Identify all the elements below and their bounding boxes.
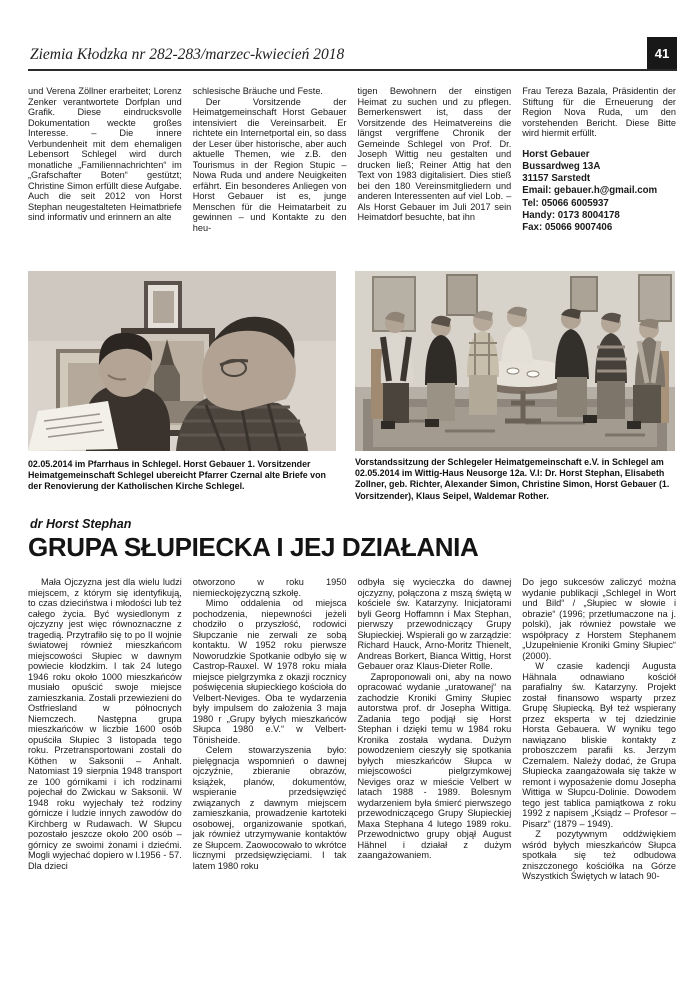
- photo-right-illustration: [355, 271, 675, 451]
- paragraph: Celem stowarzyszenia było: pielęgnacja wspomnień o dawnej ojczyźnie, zbieranie obrazów, książek, planów, dokumentów, wspieranie przedsięwzięć związanych z dawnym miejscem zamieszkania, prowadzenie kartoteki osobowej, organizowanie spotkań, jak również utrzymywanie kontaktów ze Słupcem. Zaowocowało to wkrótce licznymi przedsięwzięciami. I tak latem 1980 roku: [192, 745, 347, 871]
- paragraph: Mała Ojczyzna jest dla wielu ludzi miejscem, z którym się identyfikują, to czas dzieciństwa i młodości lub też całego życia. Być wysiedlonym z ojczyzny jest więc równoznaczne z tragedią. Przytrafiło się to po II wojnie światowej również mieszkańcom miejscowości Słupiec w dawnym powiecie kłodzkim. I tak 24 lutego 1946 roku około 1000 mieszkańców musiało opuścić swoje miejsce zamieszkania. Zostali przewiezieni do Ostfriesland w północnych Niemczech. Następna grupa mieszkańców w liczbie 1600 osób opuściła Słupiec 3 listopada tego roku. Przetransportowani zostali do Köthen w Saksonii – Anhalt. Natomiast 19 sierpnia 1948 transport ze 100 górnikami i ich rodzinami pojechał do Zwickau w Saksonii. W 1948 roku wyjechały też rodziny górnicze i ludzie innych zawodów do Kirchberg w Rudawach. W Słupcu pozostało jeszcze około 200 osób – górnicy ze swoimi żonami i dziećmi. Mogli wyjechać dopiero w l.1956 - 57. Dla dzieci: [28, 577, 182, 871]
- contact-line: Tel: 05066 6005937: [522, 197, 609, 209]
- paragraph: Mimo oddalenia od miejsca pochodzenia, niepewności jeżeli chodziło o przyszłość, rodowici Słupczanie nie zerwali ze sobą kontaktu. W 1952 roku pierwsze Noworudzkie Spotkanie odbyło się w Castrop-Rauxel. W 1978 roku miała miejsce pielgrzymka z okazji rocznicy poświęcenia słupieckiego kościoła do Velbert-Neviges. Oba te wydarzenia były impulsem do założenia 3 maja 1980 r „Grupy byłych mieszkańców Słupca 1980 e.V.“ w Velbert-Tönisheide.: [192, 598, 347, 745]
- contact-block: [522, 149, 676, 235]
- paragraph: Zaproponowali oni, aby na nowo opracować wydanie „uratowanej“ na zachodzie Kroniki Gminy Słupiec autorstwa prof. dr Josepha Wittiga. Zadania tego podjął się Horst Stephan i dzięki temu w 1984 roku Kronika została wydana. Dużym powodzeniem cieszyły się spotkania byłych mieszkańców Słupca w miejscowości pielgrzymkowej Neviges oraz w mieście Velbert w latach 1988 - 1989. Bolesnym wydarzeniem była śmierć pierwszego przewodniczącego Grupy Słupieckiej Maxa Stephana 4 lutego 1989 roku. Przewodnictwo grupy objął August Hähnel i działał z dużym zaangażowaniem.: [357, 671, 512, 860]
- article-author: dr Horst Stephan: [30, 517, 132, 531]
- contact-line: 31157 Sarstedt: [522, 173, 591, 185]
- contact-line: Fax: 05066 9007406: [522, 222, 613, 234]
- page-number: 41: [654, 45, 670, 61]
- paragraph: Z pozytywnym oddźwiękiem wśród byłych mieszkańców Słupca spotkała się też odbudowa zniszczonego kościółka na Górze Wszystkich Świętych w latach 90-: [522, 829, 676, 881]
- article-column-4: [522, 577, 676, 947]
- article-body: [28, 577, 676, 947]
- photo-board-meeting-group: [355, 271, 675, 451]
- article-column-2: [193, 577, 347, 947]
- paragraph: odbyła się wycieczka do dawnej ojczyzny, połączona z mszą świętą w kościele św. Katarzyny. Inicjatorami byli Georg Hoffamnn i Max Stephan, pierwszy przewodniczący Grupy Słupieckiej. Wspierali go w zarządzie: Richard Hauck, Arno-Moritz Thienelt, Andreas Borkert, Bianca Wittig, Horst Gebauer oraz Klaus-Dieter Rolle.: [357, 577, 512, 671]
- paragraph: Frau Tereza Bazala, Präsidentin der Stiftung für die Erneuerung der Region Nova Ruda, um den vorstehenden Bericht. Diese Bitte wird hiermit erfüllt.: [522, 86, 676, 138]
- top-column-2: [193, 86, 347, 268]
- page-number-badge: [647, 37, 677, 69]
- article-title: GRUPA SŁUPIECKA I JEJ DZIAŁANIA: [28, 532, 479, 562]
- paragraph: W czasie kadencji Augusta Hähnala odnawiano kościół parafialny św. Katarzyny. Projekt został finansowo wsparty przez Grupę Słupiecką. Był też wspierany przez eksperta w tej dziedzinie Horsta Gebauera. W wyniku tego nawiązano bliskie kontakty z proboszczem parafii ks. Jerzym Czernalem. Należy dodać, że Grupa Słupiecka zaangażowała się także w remont i wyposażenie domu Josepha Wittiga w Słupcu-Dolinie. Dowodem tego jest tablica pamiątkowa z roku 1992 z napisem „Ksiądz – Profesor – Pisarz“ (1879 – 1949).: [522, 661, 676, 829]
- article-column-3: [358, 577, 512, 947]
- contact-line: Email: gebauer.h@gmail.com: [522, 185, 658, 197]
- contact-line: Bussardweg 13A: [522, 160, 601, 172]
- caption-left-photo: 02.05.2014 im Pfarrhaus in Schlegel. Horst Gebauer 1. Vorsitzender Heimatgemeinschaft Schlegel ubereicht Pfarrer Czernal alte Briefe von der Renovierung der Katholischen Kirche Schlegel.: [28, 459, 326, 492]
- top-column-4: [522, 86, 676, 268]
- article-column-1: [28, 577, 182, 947]
- paragraph: schlesische Bräuche und Feste.: [192, 86, 323, 96]
- top-text-section: [28, 86, 676, 268]
- paragraph: und Verena Zöllner erarbeitet; Lorenz Zenker verantwortete Dorfplan und Grafik. Diese eindrucksvolle Dokumentation weckte großes Interesse. – Die innere Verbundenheit mit dem ehemaligen Lebensort Schlegel wird durch monatliche „Familiennachrichten“ im „Grafschafter Boten“ gestützt; Christine Simon erfüllt diese Aufgabe. Auch die seit 2012 von Horst Stephan neugestalteten Heimatbriefe sind informativ und erinnern an alte: [28, 86, 182, 222]
- contact-line: Horst Gebauer: [522, 148, 590, 160]
- photo-left-illustration: [28, 271, 336, 451]
- paragraph: Der Vorsitzende der Heimatgemeinschaft Horst Gebauer intensiviert die Vereinsarbeit. Er richtete ein Internetportal ein, so dass der Leser über historische, aber auch aktuelle Themen, wie z.B. den Tourismus in der Region Stupic – Nowa Ruda und andere Neuigkeiten erfährt. Ein besonderes Anliegen von Horst Gebauer ist es, junge Menschen für die Heimatarbeit zu gewinnen – und Kontakte zu den heu-: [192, 96, 347, 233]
- paragraph: Do jego sukcesów zaliczyć można wydanie publikacji „Schlegel in Wort und Bild“ / „Słupiec w słowie i obrazie“ (1996; przetłumaczone na j. polski), jak również powstałe we współpracy z Horstem Stephanem „Uzupełnienie Kroniki Gminy Słupiec“ (2000).: [522, 577, 676, 661]
- top-column-1: [28, 86, 182, 268]
- caption-right-photo: Vorstandssitzung der Schlegeler Heimatgemeinschaft e.V. in Schlegel am 02.05.2014 im Wittig-Haus Neusorge 12a. V.l: Dr. Horst Stephan, Elisabeth Zollner, geb. Richter, Alexander Simon, Christine Simon, Horst Gebauer (1. Vorsitzender), Klaus Seipel, Waldemar Rother.: [355, 457, 670, 501]
- top-column-3: [358, 86, 512, 268]
- contact-line: Handy: 0173 8004178: [522, 209, 620, 221]
- paragraph: tigen Bewohnern der einstigen Heimat zu suchen und zu pflegen. Bemerkenswert ist, dass der Vorsitzende des Heimatvereins die längst vergriffene Chronik der Gemeinde Schlegel von Prof. Dr. Joseph Wittig neu gestalten und drucken ließ; Reiner Attig hat den Text von 1983 digitalisiert. Dies stieß bei den 180 Vereinsmitgliedern und anderen Interessenten auf viel Lob. – Als Horst Gebauer im Juli 2017 sein Heimatdorf besuchte, bat ihn: [357, 86, 512, 222]
- paragraph: otworzono w roku 1950 niemieckojęzyczną szkołę.: [192, 577, 347, 598]
- journal-title: Ziemia Kłodzka nr 282-283/marzec-kwiecień 2018: [30, 46, 345, 63]
- photo-two-men-reading-letters: [28, 271, 336, 451]
- header-divider: [28, 69, 677, 71]
- top-column-4-text: [522, 86, 676, 139]
